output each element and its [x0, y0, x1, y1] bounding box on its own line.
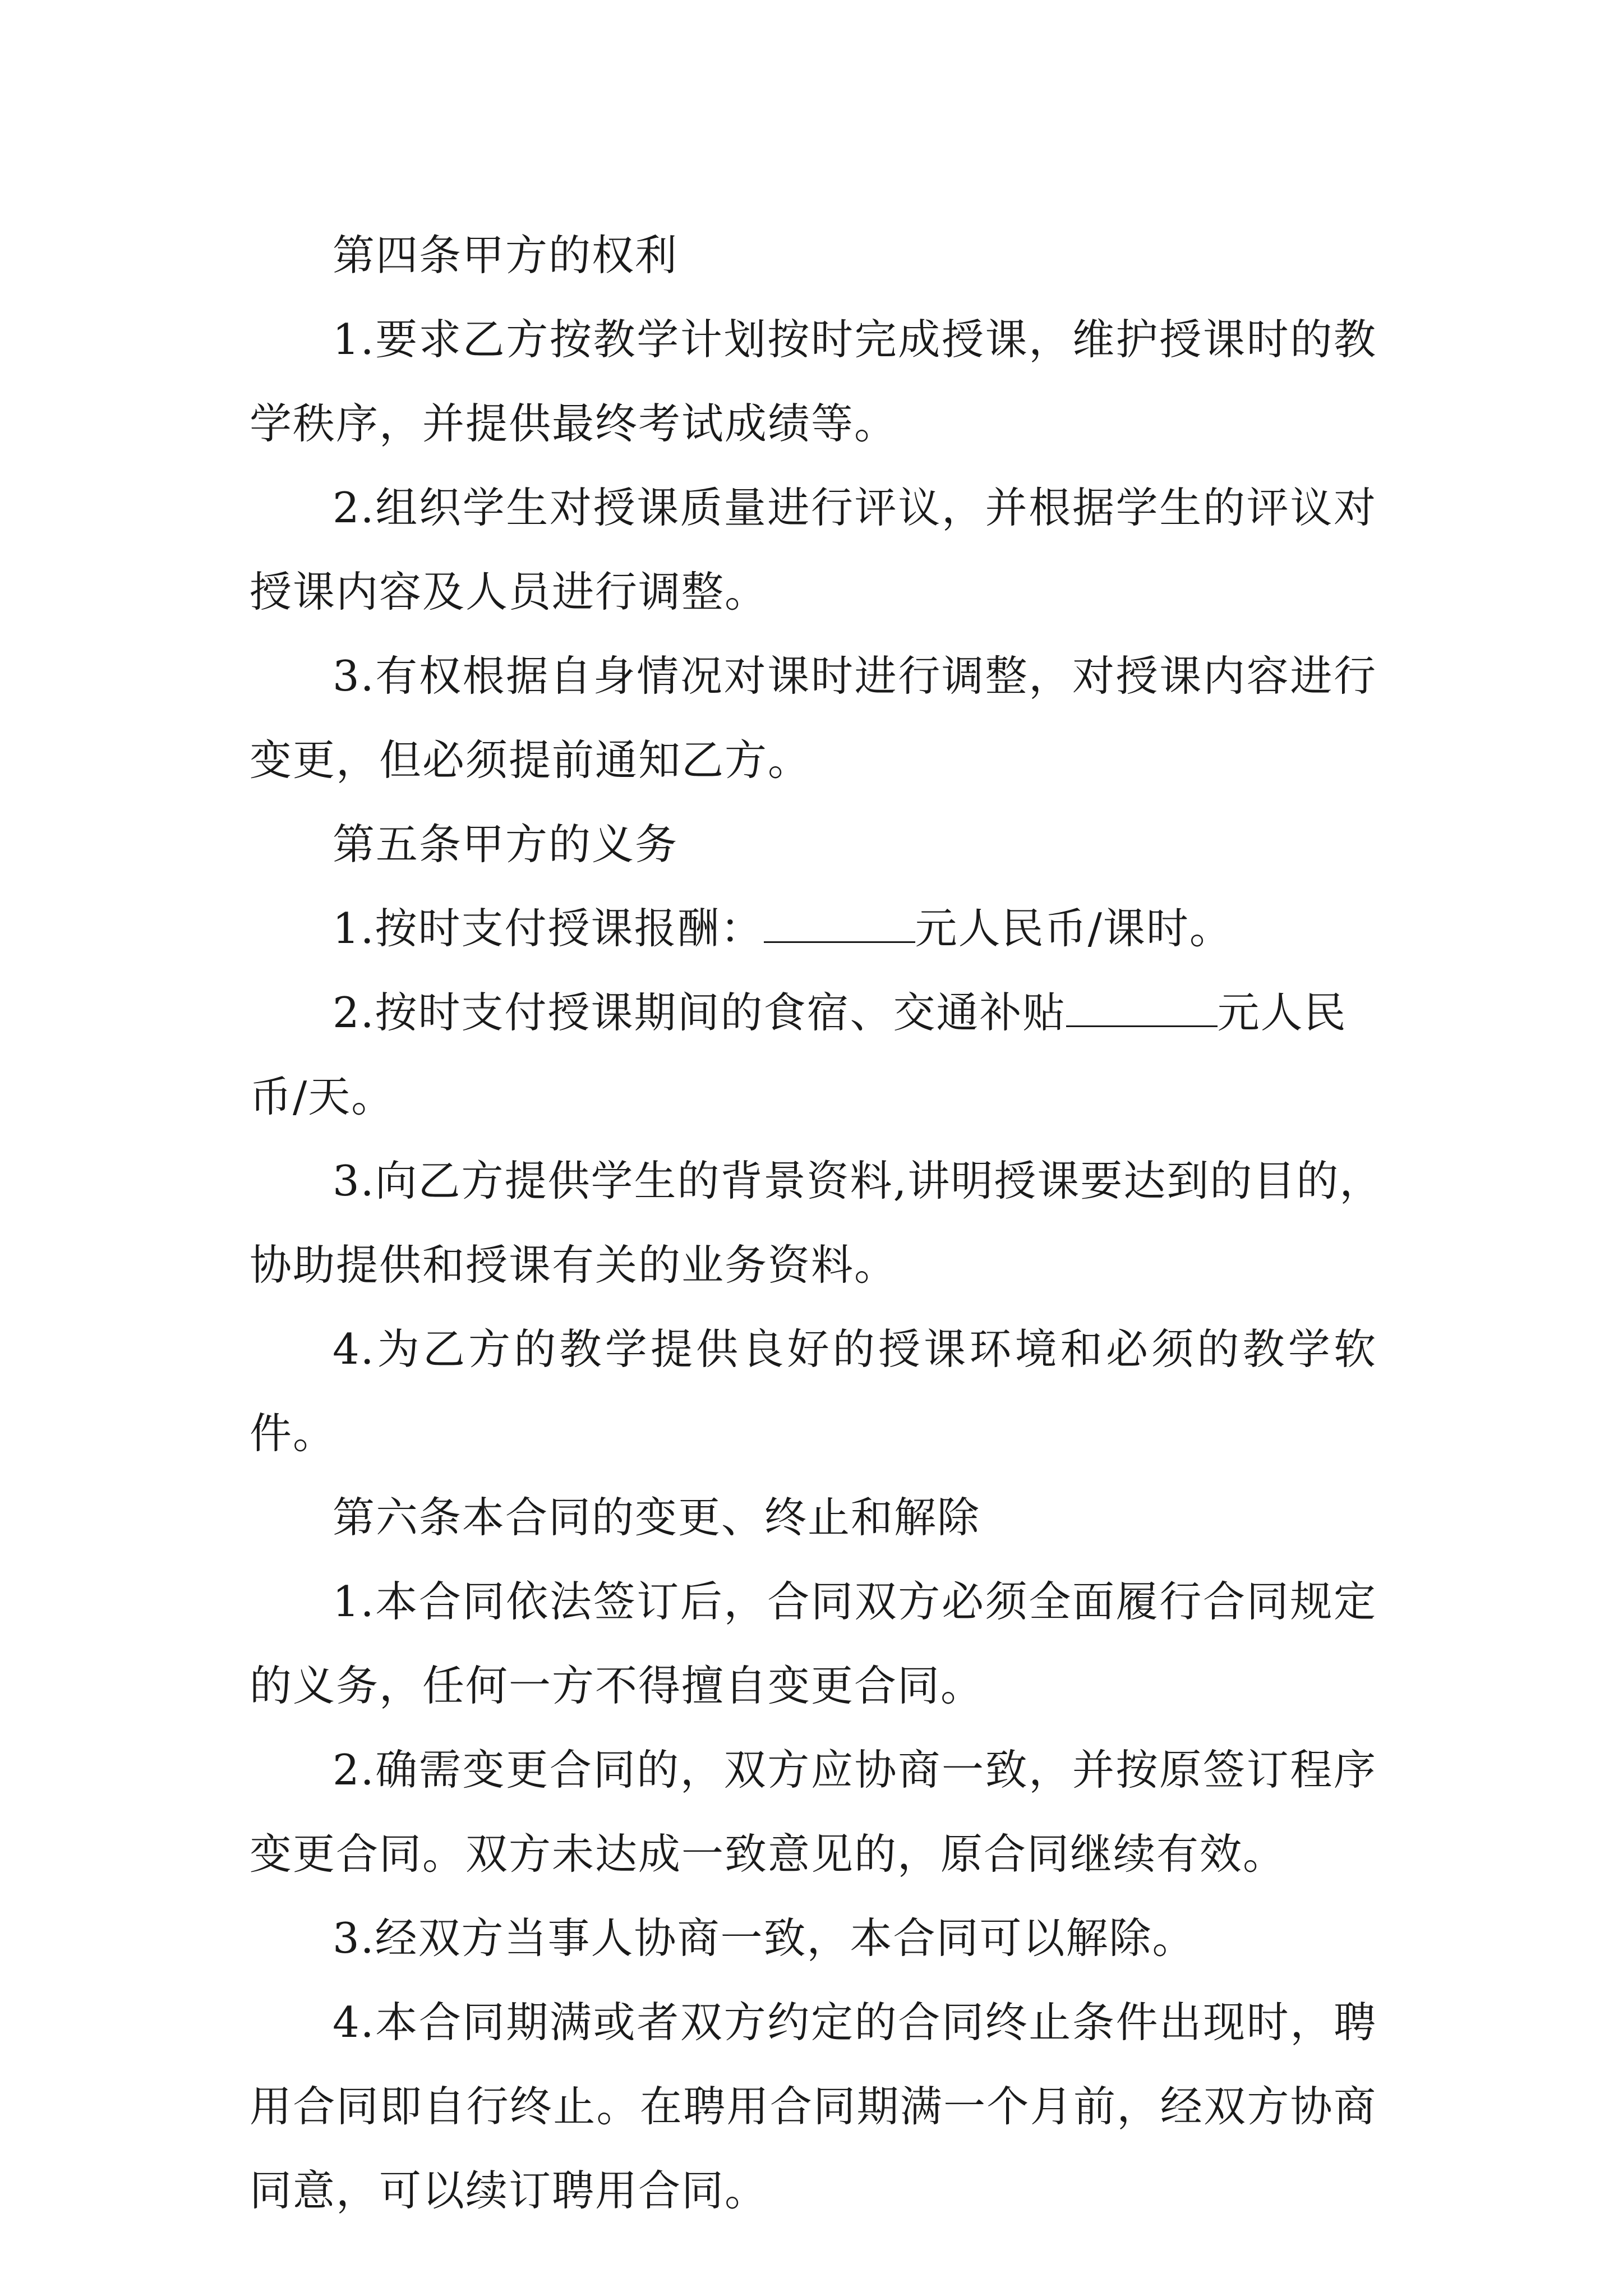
article-6-item-1-line-1: 1.本合同依法签订后，合同双方必须全面履行合同规定 [333, 1577, 1377, 1626]
allowance-per-day-blank[interactable] [1066, 991, 1218, 1027]
article-5-item-2-line-2: 币/天。 [250, 1072, 395, 1121]
article-5-item-3-line-1: 3.向乙方提供学生的背景资料,讲明授课要达到的目的， [333, 1156, 1383, 1205]
article-4-item-1-line-1: 1.要求乙方按教学计划按时完成授课，维护授课时的教 [333, 315, 1377, 364]
article-6-item-3-line-1: 3.经双方当事人协商一致，本合同可以解除。 [333, 1913, 1196, 1963]
article-6-item-1-line-2: 的义务，任何一方不得擅自变更合同。 [250, 1661, 984, 1710]
article-6-item-4-line-2: 用合同即自行终止。在聘用合同期满一个月前，经双方协商 [250, 2082, 1377, 2131]
article-4-item-2-line-1: 2.组织学生对授课质量进行评议，并根据学生的评议对 [333, 483, 1377, 532]
article-5-item-1-suffix: 元人民币/课时。 [915, 904, 1233, 953]
fee-per-hour-blank[interactable] [764, 907, 915, 943]
article-5-item-1 [250, 886, 1377, 970]
article-4-item-3-line-1: 3.有权根据自身情况对课时进行调整，对授课内容进行 [333, 651, 1377, 701]
article-6-item-2-line-1: 2.确需变更合同的，双方应协商一致，并按原签订程序 [333, 1745, 1377, 1795]
article-4-heading: 第四条甲方的权利 [333, 231, 679, 280]
article-4-item-1-line-2: 学秩序，并提供最终考试成绩等。 [250, 399, 898, 448]
article-6-item-2-line-2: 变更合同。双方未达成一致意见的，原合同继续有效。 [250, 1829, 1287, 1879]
article-4-item-3-line-2: 变更，但必须提前通知乙方。 [250, 735, 811, 785]
article-6-item-4-line-1: 4.本合同期满或者双方约定的合同终止条件出现时，聘 [333, 1998, 1377, 2047]
article-5-item-3-line-2: 协助提供和授课有关的业务资料。 [250, 1240, 898, 1290]
article-5-item-2-suffix: 元人民 [1217, 988, 1347, 1037]
article-5-item-2-line-1 [250, 970, 1377, 1055]
article-5-heading: 第五条甲方的义务 [333, 820, 679, 869]
article-6-heading: 第六条本合同的变更、终止和解除 [333, 1493, 981, 1542]
article-5-item-1-prefix: 1.按时支付授课报酬： [333, 904, 764, 953]
article-5-item-2-prefix: 2.按时支付授课期间的食宿、交通补贴 [333, 988, 1066, 1037]
article-5-item-4-line-2: 件。 [250, 1409, 336, 1458]
article-4-item-2-line-2: 授课内容及人员进行调整。 [250, 567, 768, 616]
document-body [250, 213, 1383, 2233]
article-6-item-4-line-3: 同意，可以续订聘用合同。 [250, 2166, 768, 2215]
article-5-item-4-line-1: 4.为乙方的教学提供良好的授课环境和必须的教学软 [333, 1324, 1377, 1374]
